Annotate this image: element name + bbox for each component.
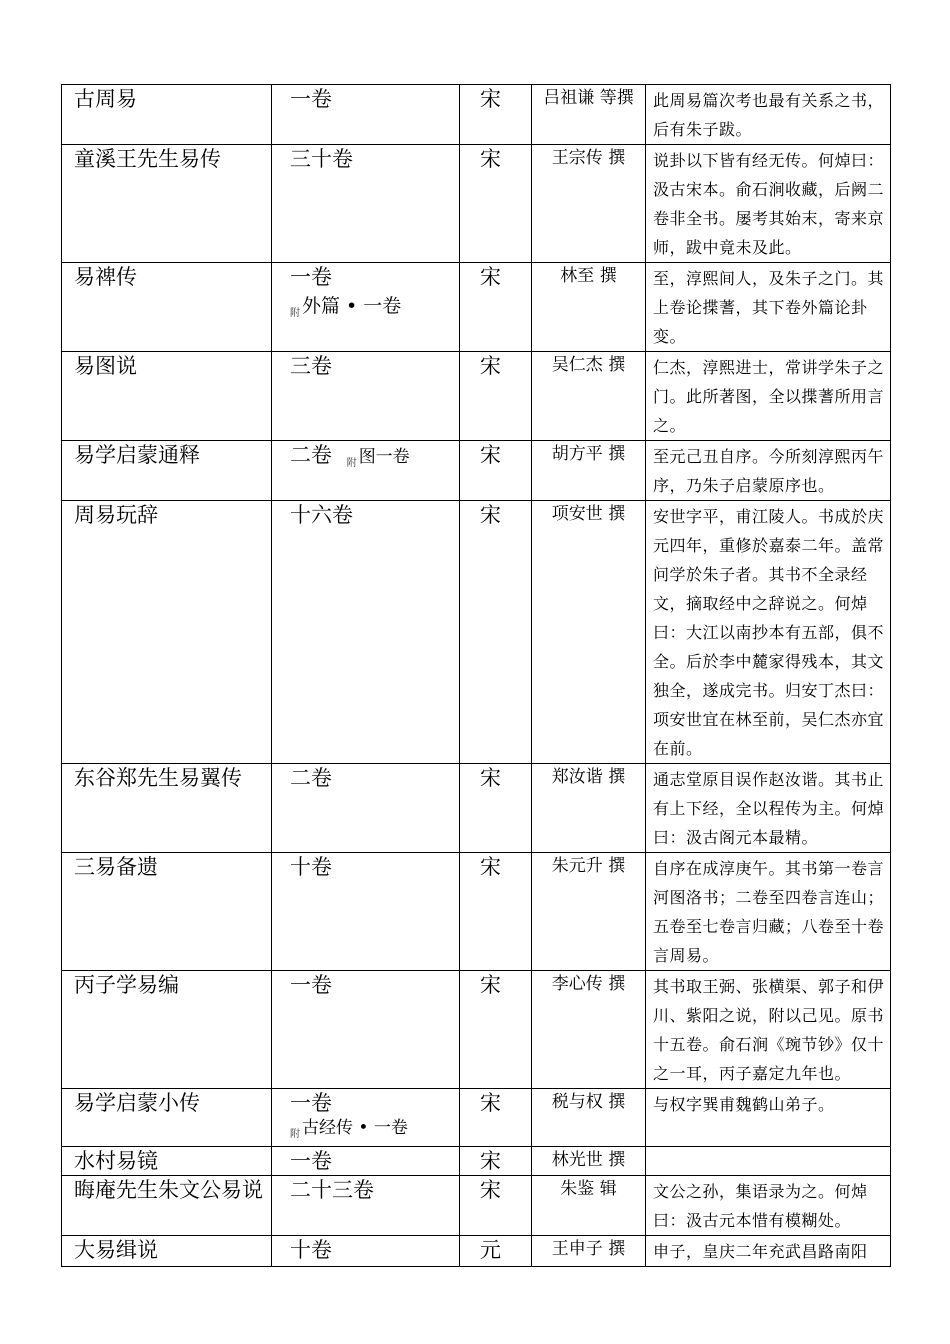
note: 通志堂原目误作赵汝谐。其书止有上下经，全以程传为主。何焯曰：汲古阁元本最精。 xyxy=(646,764,891,853)
dynasty: 宋 xyxy=(460,764,532,853)
book-title: 东谷郑先生易翼传 xyxy=(62,764,272,853)
catalog-table xyxy=(61,84,891,1267)
table-row xyxy=(62,764,891,853)
dynasty: 宋 xyxy=(460,145,532,263)
volume-count: 一卷 xyxy=(290,973,332,997)
author: 朱元升 撰 xyxy=(532,853,646,971)
volume-count: 二卷 xyxy=(290,766,332,790)
note: 安世字平，甫江陵人。书成於庆元四年，重修於嘉泰二年。盖常问学於朱子者。其书不全录经文，摘取经中之辞说之。何焯曰：大江以南抄本有五部，俱不全。后於李中麓家得残本，其文独全，遂成完书。归安丁杰曰：项安世宜在林至前，吴仁杰亦宜在前。 xyxy=(646,501,891,764)
book-title: 易图说 xyxy=(62,352,272,441)
author: 吴仁杰 撰 xyxy=(532,352,646,441)
dynasty: 宋 xyxy=(460,853,532,971)
dynasty: 元 xyxy=(460,1236,532,1267)
author: 吕祖谦 等撰 xyxy=(532,85,646,145)
author: 朱鉴 辑 xyxy=(532,1176,646,1236)
book-title: 三易备遗 xyxy=(62,853,272,971)
dynasty: 宋 xyxy=(460,441,532,501)
table-row xyxy=(62,1176,891,1236)
appendix-volume: 古经传 • 一卷 xyxy=(302,1118,408,1138)
volume-count: 三卷 xyxy=(290,354,332,378)
table-row xyxy=(62,441,891,501)
dynasty: 宋 xyxy=(460,1176,532,1236)
volume-count: 十卷 xyxy=(290,1238,332,1262)
dynasty: 宋 xyxy=(460,1089,532,1147)
author: 王申子 撰 xyxy=(532,1236,646,1267)
table-row xyxy=(62,1236,891,1267)
book-title: 易禆传 xyxy=(62,263,272,352)
fu-marker: 附 xyxy=(290,308,300,319)
dynasty: 宋 xyxy=(460,501,532,764)
dynasty: 宋 xyxy=(460,85,532,145)
note: 此周易篇次考也最有关系之书，后有朱子跋。 xyxy=(646,85,891,145)
volume-count: 二卷 xyxy=(290,443,332,467)
table-row xyxy=(62,501,891,764)
table-row xyxy=(62,85,891,145)
book-title: 周易玩辞 xyxy=(62,501,272,764)
volume-count: 十六卷 xyxy=(290,503,353,527)
table-row xyxy=(62,853,891,971)
appendix-volume: 图一卷 xyxy=(358,447,410,467)
table-row xyxy=(62,971,891,1089)
author: 胡方平 撰 xyxy=(532,441,646,501)
note: 说卦以下皆有经无传。何焯曰：汲古宋本。俞石涧收藏，后阙二卷非全书。屡考其始末，寄来京师，跋中竟未及此。 xyxy=(646,145,891,263)
note xyxy=(646,1147,891,1176)
volume-count: 十卷 xyxy=(290,855,332,879)
book-title: 童溪王先生易传 xyxy=(62,145,272,263)
author: 项安世 撰 xyxy=(532,501,646,764)
book-title: 易学启蒙通释 xyxy=(62,441,272,501)
volume-count: 三十卷 xyxy=(290,147,353,171)
dynasty: 宋 xyxy=(460,352,532,441)
book-title: 大易缉说 xyxy=(62,1236,272,1267)
note: 仁杰，淳熙进士，常讲学朱子之门。此所著图，全以揲蓍所用言之。 xyxy=(646,352,891,441)
volume-count: 一卷 xyxy=(290,1091,332,1115)
fu-marker: 附 xyxy=(290,1129,300,1140)
author: 林至 撰 xyxy=(532,263,646,352)
note: 至，淳熙间人，及朱子之门。其上卷论揲蓍，其下卷外篇论卦变。 xyxy=(646,263,891,352)
author: 李心传 撰 xyxy=(532,971,646,1089)
note: 文公之孙，集语录为之。何焯曰：汲古元本惜有模糊处。 xyxy=(646,1176,891,1236)
book-title: 丙子学易编 xyxy=(62,971,272,1089)
note: 申子，皇庆二年充武昌路南阳 xyxy=(646,1236,891,1267)
book-title: 古周易 xyxy=(62,85,272,145)
dynasty: 宋 xyxy=(460,971,532,1089)
book-title: 晦庵先生朱文公易说 xyxy=(62,1176,272,1236)
volume-count: 一卷 xyxy=(290,1149,332,1173)
table-row xyxy=(62,263,891,352)
table-row xyxy=(62,352,891,441)
author: 税与权 撰 xyxy=(532,1089,646,1147)
note: 其书取王弼、张横渠、郭子和伊川、紫阳之说，附以己见。原书十五卷。俞石涧《琬节钞》仅十之一耳，丙子嘉定九年也。 xyxy=(646,971,891,1089)
volume-count: 二十三卷 xyxy=(290,1178,374,1202)
appendix-volume: 外篇 • 一卷 xyxy=(302,295,402,317)
book-title: 易学启蒙小传 xyxy=(62,1089,272,1147)
table-row xyxy=(62,1147,891,1176)
table-row xyxy=(62,1089,891,1147)
table-row xyxy=(62,145,891,263)
fu-marker: 附 xyxy=(346,458,357,469)
note: 与权字巽甫魏鹤山弟子。 xyxy=(646,1089,891,1147)
dynasty: 宋 xyxy=(460,1147,532,1176)
volume-count: 一卷 xyxy=(290,87,332,111)
note: 自序在成淳庚午。其书第一卷言河图洛书；二卷至四卷言连山；五卷至七卷言归藏；八卷至十卷言周易。 xyxy=(646,853,891,971)
note: 至元己丑自序。今所刻淳熙丙午序，乃朱子启蒙原序也。 xyxy=(646,441,891,501)
dynasty: 宋 xyxy=(460,263,532,352)
volume-count: 一卷 xyxy=(290,265,332,289)
book-title: 水村易镜 xyxy=(62,1147,272,1176)
author: 王宗传 撰 xyxy=(532,145,646,263)
author: 林光世 撰 xyxy=(532,1147,646,1176)
author: 郑汝谐 撰 xyxy=(532,764,646,853)
